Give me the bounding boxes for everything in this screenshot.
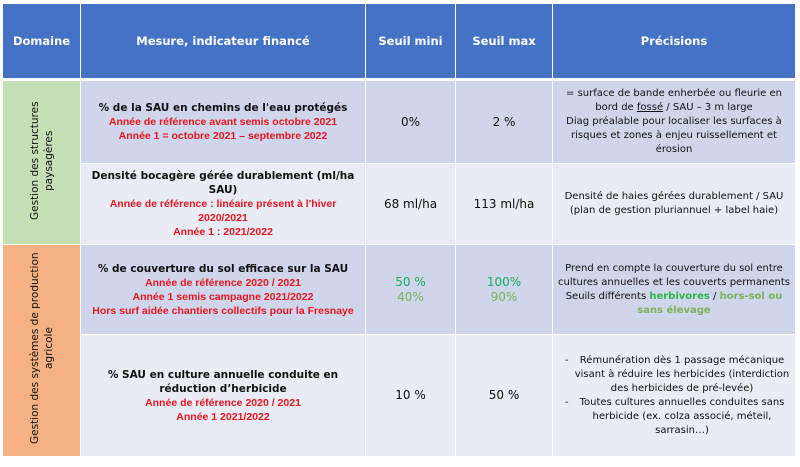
- precision-text: Densité de haies gérées durablement / SAU (plan de gestion pluriannuel + label haie): [564, 191, 784, 216]
- mesure-cell: [81, 335, 366, 457]
- header-seuil-mini: Seuil mini: [366, 4, 456, 80]
- mesure-title: Densité bocagère gérée durablement (ml/ha SAU): [91, 170, 355, 196]
- precision-herbivores: herbivores: [649, 290, 710, 302]
- header-domaine: Domaine: [3, 4, 81, 80]
- precision-list-item: - Rémunération dès 1 passage mécanique visant à réduire les herbicides (interdiction des herbicides de pré-levée): [573, 354, 791, 396]
- seuil-max-cell: 50 %: [456, 335, 553, 457]
- seuil-max-cell: 2 %: [456, 80, 553, 164]
- precision-underlined: fossé: [636, 102, 664, 113]
- seuil-max-cell: 113 ml/ha: [456, 164, 553, 245]
- seuil-max-herbivores: 100%: [486, 274, 522, 289]
- precision-text: Seuils différents: [565, 290, 650, 302]
- seuil-mini-cell: [366, 245, 456, 335]
- mesure-year1: Année 1 2021/2022: [176, 410, 270, 423]
- precision-separator: /: [709, 290, 720, 302]
- precision-text: Prend en compte la couverture du sol entre cultures annuelles et les couverts permanents: [558, 262, 790, 288]
- domain-cell-structures-paysageres: [3, 80, 81, 245]
- mesure-title: % SAU en culture annuelle conduite en réduction d’herbicide: [107, 368, 339, 395]
- table-row: [3, 80, 796, 164]
- table-row: [3, 335, 796, 457]
- precisions-cell: [553, 335, 796, 457]
- seuil-mini-herbivores: 50 %: [395, 274, 426, 289]
- header-seuil-max: Seuil max: [456, 4, 553, 80]
- table-row: [3, 164, 796, 245]
- precision-text: / SAU – 3 m large: [663, 102, 753, 113]
- precisions-cell: [553, 245, 796, 335]
- mesure-reference: Année de référence avant semis octobre 2021: [108, 116, 338, 128]
- precisions-cell: [553, 80, 796, 164]
- measures-table: [2, 3, 796, 457]
- header-mesure: Mesure, indicateur financé: [81, 4, 366, 80]
- mesure-reference: Année de référence : linéaire présent à l'hiver 2020/2021: [109, 198, 337, 224]
- precision-text: = surface de bande enherbée ou fleurie en bord de: [566, 88, 782, 113]
- seuil-mini-hors-sol: 40%: [397, 289, 424, 304]
- header-precisions: Précisions: [553, 4, 796, 80]
- seuil-max-cell: [456, 245, 553, 335]
- mesure-note: Hors surf aidée chantiers collectifs pour la Fresnaye: [92, 304, 354, 317]
- mesure-year1: Année 1 = octobre 2021 – septembre 2022: [118, 130, 328, 142]
- mesure-year1: Année 1 semis campagne 2021/2022: [132, 290, 314, 303]
- mesure-cell: [81, 80, 366, 164]
- seuil-max-hors-sol: 90%: [490, 289, 518, 304]
- precision-list-item: - Toutes cultures annuelles conduites sans herbicide (ex. colza associé, méteil, sarrasin…): [573, 396, 791, 438]
- mesure-reference: Année de référence 2020 / 2021: [145, 396, 301, 409]
- domain-cell-systemes-production: [3, 245, 81, 457]
- precision-hors-sol: hors-sol ou sans élevage: [637, 290, 783, 316]
- mesure-cell: [81, 164, 366, 245]
- mesure-cell: [81, 245, 366, 335]
- mesure-year1: Année 1 : 2021/2022: [173, 226, 273, 238]
- seuil-mini-cell: 68 ml/ha: [366, 164, 456, 245]
- precision-text: Diag préalable pour localiser les surfaces à risques et zones à enjeu ruissellement et érosion: [566, 116, 782, 155]
- mesure-title: % de la SAU en chemins de l'eau protégés: [98, 102, 348, 114]
- header-row: [3, 4, 796, 80]
- table-row: [3, 245, 796, 335]
- domain-label: Gestion des systèmes de production agricole: [28, 252, 55, 445]
- domain-label: Gestion des structures paysagères: [28, 101, 55, 220]
- mesure-title: % de couverture du sol efficace sur la SAU: [97, 262, 349, 275]
- seuil-mini-cell: 10 %: [366, 335, 456, 457]
- seuil-mini-cell: 0%: [366, 80, 456, 164]
- precisions-cell: [553, 164, 796, 245]
- mesure-reference: Année de référence 2020 / 2021: [145, 276, 301, 289]
- precision-list: [557, 354, 791, 438]
